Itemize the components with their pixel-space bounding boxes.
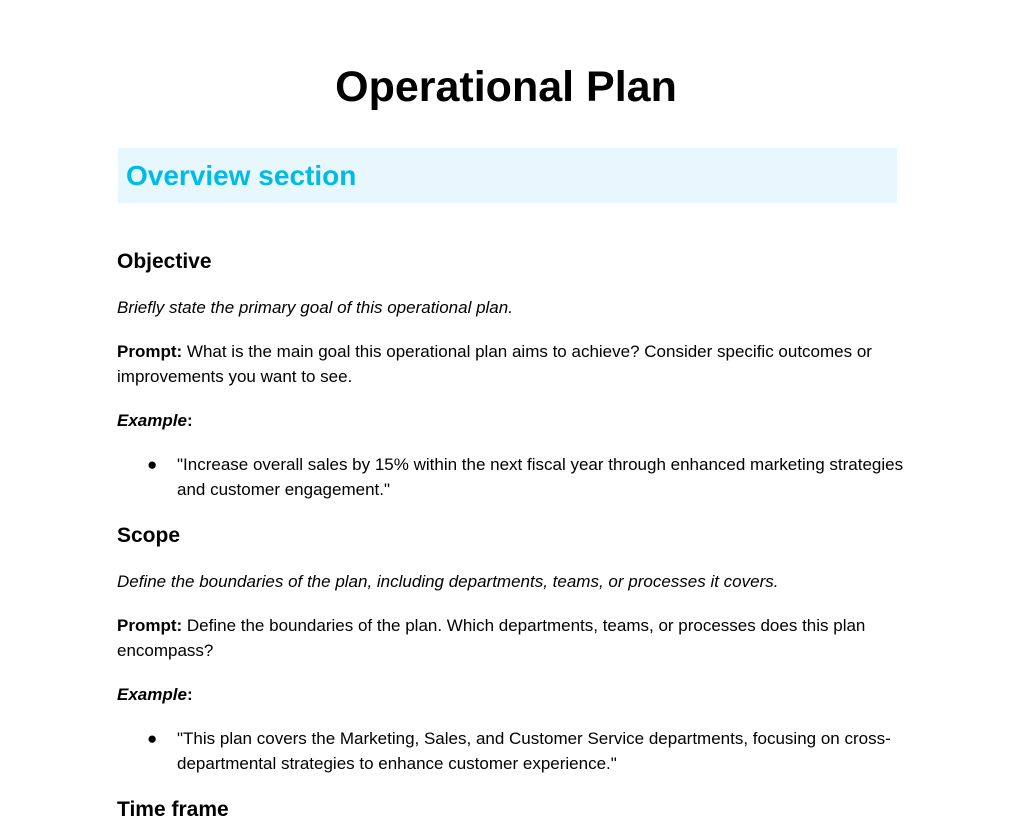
overview-banner [118,148,897,203]
list-item [147,727,907,776]
time-frame-heading: Time frame [117,798,229,821]
objective-prompt-label: Prompt: [117,342,183,361]
scope-prompt-label: Prompt: [117,616,183,635]
scope-heading: Scope [117,524,181,547]
list-item [147,453,907,502]
scope-prompt [117,614,907,663]
bullet-icon: ● [147,455,158,474]
objective-example-text: "Increase overall sales by 15% within the next fiscal year through enhanced marketing strategies and customer engagement." [177,455,904,499]
scope-example-text: "This plan covers the Marketing, Sales, and Customer Service departments, focusing on cross-departmental strategies to enhance customer experience." [177,729,891,773]
objective-prompt [117,340,907,389]
scope-description: Define the boundaries of the plan, including departments, teams, or processes it covers. [117,572,779,591]
document-title: Operational Plan [335,63,677,111]
scope-example-label: Example: [117,685,193,704]
objective-description: Briefly state the primary goal of this operational plan. [117,298,513,317]
objective-example-label: Example: [117,411,193,430]
scope-prompt-text: Define the boundaries of the plan. Which departments, teams, or processes does this plan encompass? [117,616,866,660]
overview-section-title: Overview section [126,160,357,191]
bullet-icon: ● [147,729,158,748]
objective-prompt-text: What is the main goal this operational plan aims to achieve? Consider specific outcomes or improvements you want to see. [117,342,872,386]
objective-heading: Objective [117,250,212,273]
